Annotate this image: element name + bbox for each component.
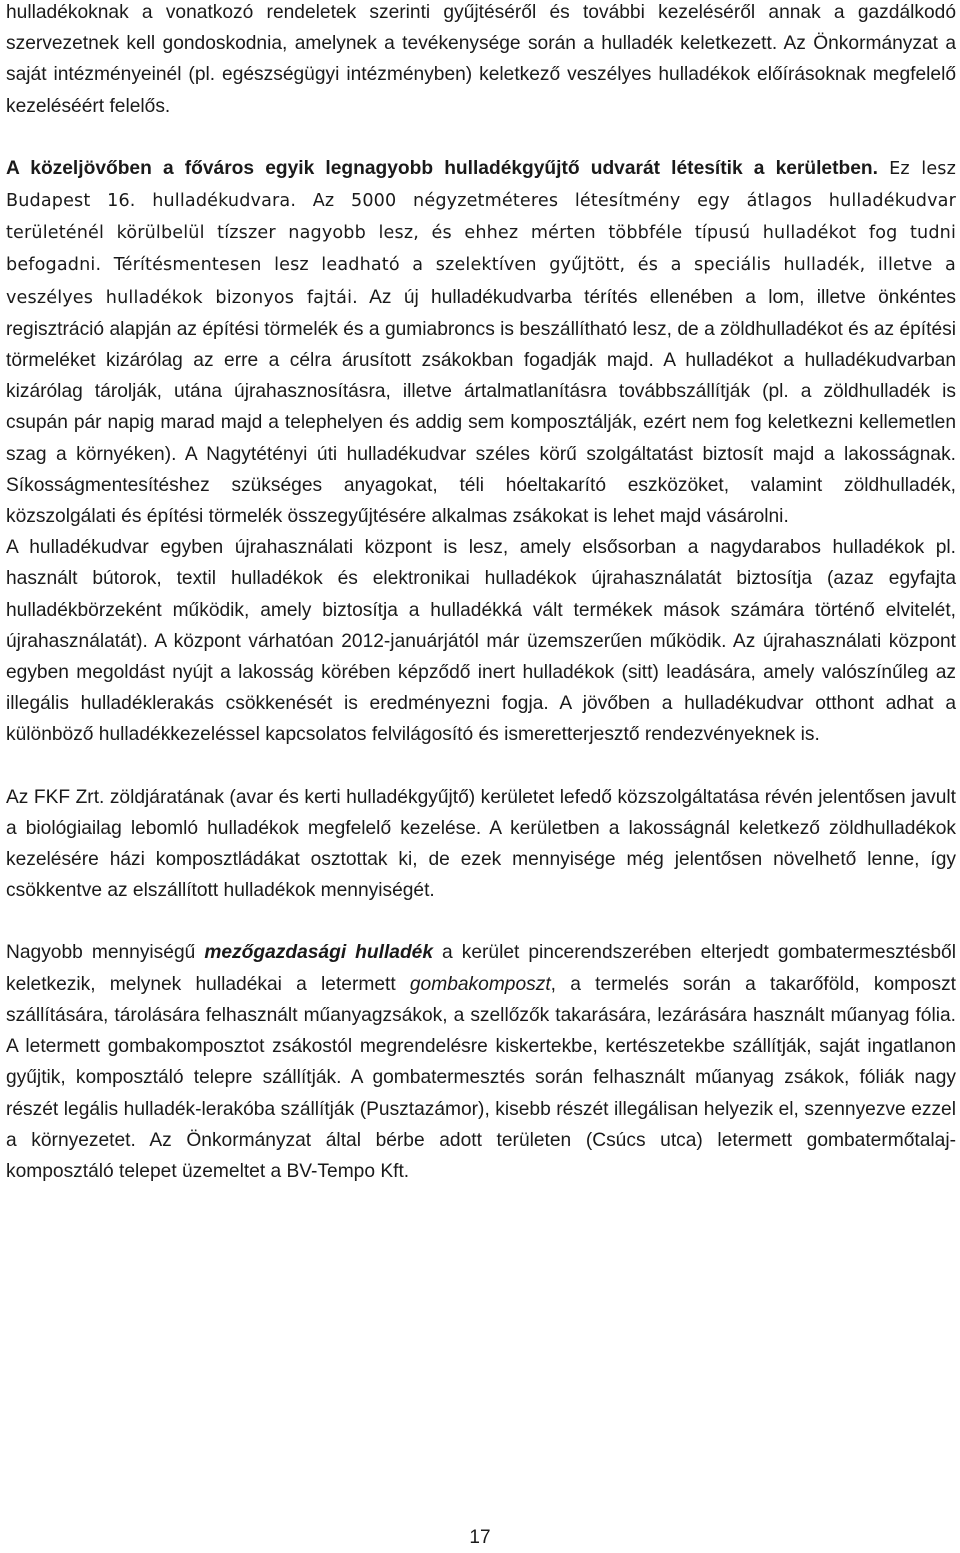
paragraph-green-waste: Az FKF Zrt. zöldjáratának (avar és kerti hulladékgyűjtő) kerületet lefedő közszolgáltatása révén jelentősen javult a biológiailag lebomló hulladékok megfelelő kezelése. A kerületben a lakosságnál keletkező zöldhulladékok kezelésére házi komposztládákat osztottak ki, de ezek mennyisége még jelentősen növelhető lenne, így csökkentve az elszállított hulladékok mennyiségét.	[6, 786, 956, 902]
document-page	[6, 0, 956, 1187]
agri-emphasis: mezőgazdasági hulladék	[204, 942, 434, 964]
spacer	[6, 906, 956, 937]
paragraph-reuse-center: A hulladékudvar egyben újrahasználati központ is lesz, amely elsősorban a nagydarabos hulladékok pl. használt bútorok, textil hulladékok és elektronikai hulladékok újrahasználatát biztosítja (azaz egyfajta hulladékbörzeként működik, amely biztosítja a hulladékká vált termékek mások számára történő elvitelét, újrahasználatát). A központ várhatóan 2012-januárjától már üzemszerűen működik. Az újrahasználati központ egyben megoldást nyújt a lakosság körében képződő inert hulladékok (sitt) leadására, amely valószínűleg az illegális hulladéklerakás csökkenését is eredményezni fogja. A jövőben a hulladékudvar otthont adhat a különböző hulladékkezeléssel kapcsolatos felvilágosító és ismeretterjesztő rendezvényeknek is.	[6, 537, 956, 746]
waste-yard-heading: A közeljövőben a főváros egyik legnagyobb hulladékgyűjtő udvarát létesítik a kerületben.	[6, 157, 878, 179]
agri-text-b: a kerület pincerendszerében elterjedt gombatermesztésből keletkezik, melynek hulladékai a letermett	[6, 942, 956, 995]
paragraph-intro: hulladékoknak a vonatkozó rendeletek szerinti gyűjtéséről és további kezeléséről annak a gazdálkodó szervezetnek kell gondoskodnia, amelynek a tevékenysége során a hulladék keletkezett. Az Önkormányzat a saját intézményeinél (pl. egészségügyi intézményben) keletkező veszélyes hulladékok előírásoknak megfelelő kezeléséért felelős.	[6, 2, 956, 117]
waste-yard-continued: Az új hulladékudvarba térítés ellenében a lom, illetve önkéntes regisztráció alapján az építési törmelék és a gumiabroncs is beszállítható lesz, de a zöldhulladékot és az építési törmeléket kizárólag az erre a célra árusított zsákokban fogadják majd. A hulladékot a hulladékudvarban kizárólag tárolják, utána újrahasznosításra, illetve ártalmatlanításra továbbszállítják (pl. a zöldhulladék is csupán pár napig marad majd a telephelyen és addig sem komposztálják, ezért nem fog keletkezni kellemetlen szag a környéken). A Nagytétényi úti hulladékudvar széles körű szolgáltatást biztosít majd a lakosságnak. Síkosságmentesítéshez szükséges anyagokat, téli hóeltakarító eszközöket, valamint zöldhulladék, közszolgálati és építési törmelék összegyűjtésére alkalmas zsákokat is lehet majd vásárolni.	[6, 286, 956, 528]
page-number: 17	[469, 1527, 491, 1548]
agri-italic: gombakomposzt	[409, 973, 551, 995]
agri-text-c: , a termelés során a takarőföld, komposzt szállítására, tárolására felhasznált műanyagzsákok, a szellőzők takarására, lezárására használt műanyag fólia. A letermett gombakomposztot zsákostól megrendelésre kiskertekbe, kertészetekbe szállítják, saját ingatlanon gyűjtik, komposztáló telepre szállítják. A gombatermesztés során felhasznált műanyag zsákok, fóliák nagy részét legális hulladék-lerakóba szállítják (Pusztazámor), kisebb részét illegálisan helyezik el, szennyezve ezzel a környezetet. Az Önkormányzat által bérbe adott területen (Csúcs utca) letermett gombatermőtalaj-komposztáló telepet üzemeltet a BV-Tempo Kft.	[6, 973, 956, 1182]
agri-text-a: Nagyobb mennyiségű	[6, 942, 205, 964]
paragraph-agricultural-waste	[6, 937, 956, 1187]
waste-yard-details: Ez lesz Budapest 16. hulladékudvara. Az 5000 négyzetméteres létesítmény egy átlagos hulladékudvar területénél körülbelül tízszer nagyobb lesz, és ehhez mérten többféle típusú hulladékot fog tudni befogadni. Térítésmentesen lesz leadható a szelektíven gyűjtött, és a speciális hulladék, illetve a veszélyes hulladékok bizonyos fajtái.	[6, 158, 956, 308]
spacer	[6, 751, 956, 782]
paragraph-waste-yard	[6, 153, 956, 532]
